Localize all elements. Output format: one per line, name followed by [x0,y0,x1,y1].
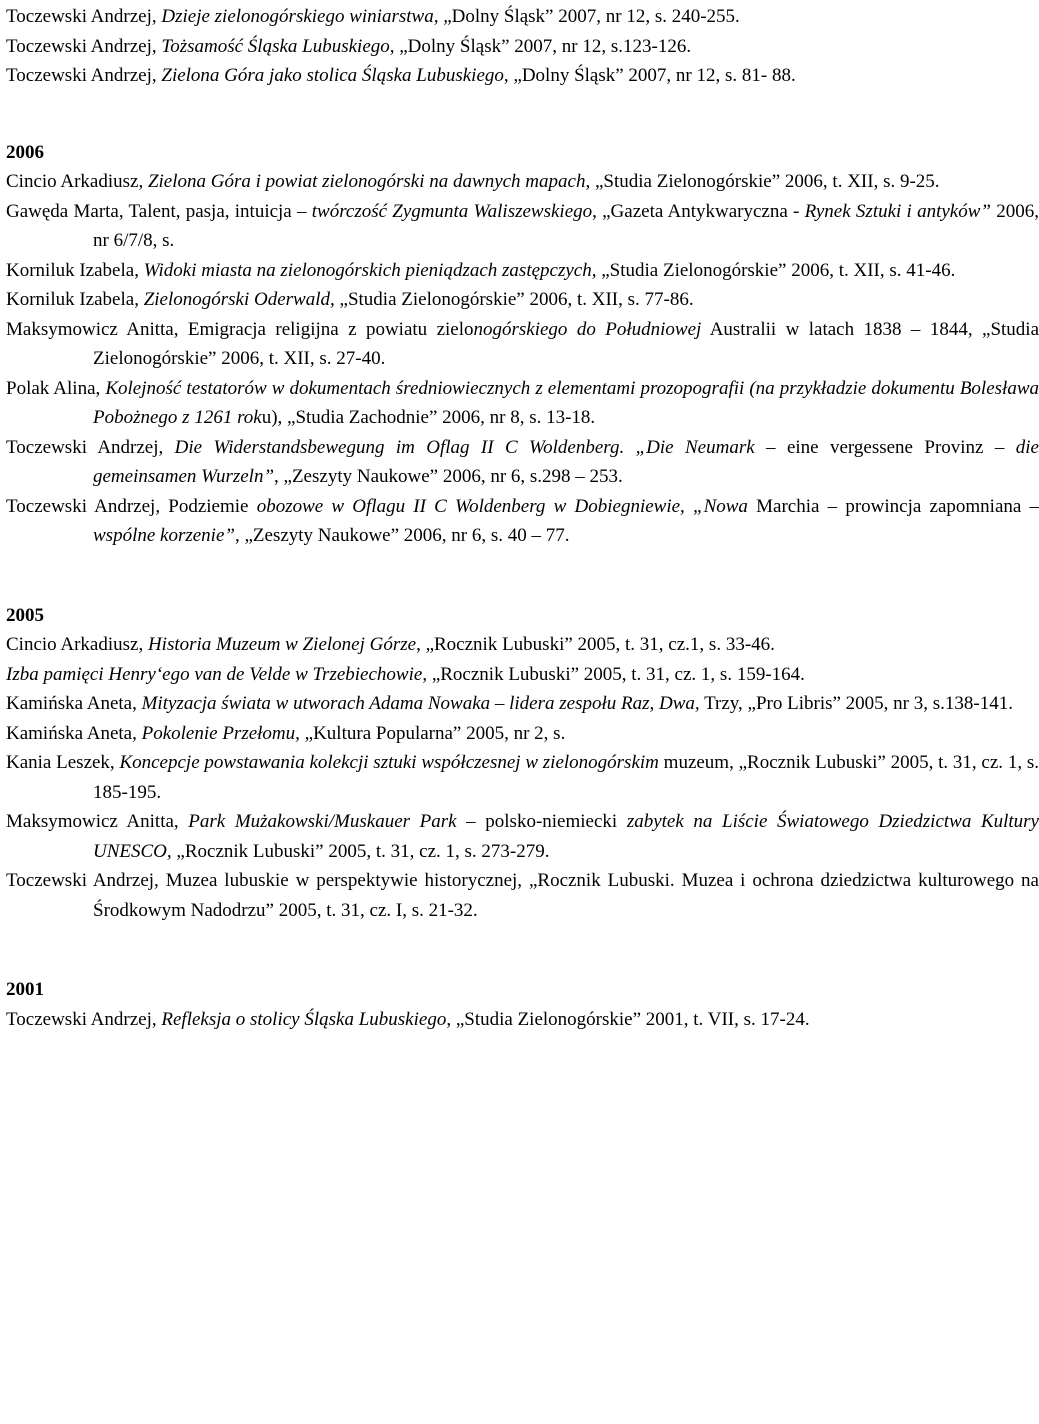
entry-title-italic: zabytek na Liście Światowego Dziedzictwa Kultury UNESCO, [93,811,1039,862]
entry-title-italic: die gemeinsamen Wurzeln” [93,436,1039,487]
entry-title-italic: Pokolenie Przełomu, [141,722,300,744]
entry-text: , „Rocznik Lubuski” 2005, t. 31, cz. 1, s. 159-164. [422,663,805,685]
entry-text: Korniluk Izabela, [6,289,144,310]
entry-title-italic: Rynek Sztuki i antyków” [804,200,991,222]
entry-text: , „Dolny Śląsk” 2007, nr 12, s. 240-255. [433,6,740,27]
entry-text: Kania Leszek, [6,752,120,773]
entry-text: Polak Alina, [6,377,106,399]
entry-text: , „Rocznik Lubuski” 2005, t. 31, cz.1, s. 33-46. [416,634,775,655]
entry-text: , „Studia Zielonogórskie” 2001, t. VII, s. 17-24. [446,1008,810,1030]
entry-text: Toczewski Andrzej, [6,436,175,458]
bibliography-entry [6,748,1039,807]
entry-text: Toczewski Andrzej, [6,1008,162,1030]
entry-text: „Studia Zielonogórskie” 2006, t. XII, s. 77-86. [334,289,694,310]
entry-title-italic: Zielona Góra i powiat zielonogórski na dawnych mapach, [147,171,591,192]
entry-text: Kamińska Aneta, [6,693,142,714]
entry-text: Trzy, „Pro Libris” 2005, nr 3, s.138-141. [699,693,1013,714]
entry-text: polsko-niemiecki [475,811,627,832]
bibliography-entry [6,1005,1039,1035]
entry-text: Toczewski Andrzej, [6,65,162,86]
entry-text: 2006, nr 6/7/8, s. [93,200,1039,251]
entry-text: , „Zeszyty Naukowe” 2006, nr 6, s. 40 – 77. [234,525,570,546]
entry-text: Maksymowicz Anitta, Emigracja religijna z powiatu zielo [6,318,474,340]
bibliography-entry [6,256,1039,286]
entry-text: „Kultura Popularna” 2005, nr 2, s. [299,722,566,744]
entry-text: Toczewski Andrzej, [6,6,162,27]
entry-title-italic: wspólne korzenie” [93,525,235,546]
entry-text: Toczewski Andrzej, Muzea lubuskie w perspektywie historycznej, „Rocznik Lubuski. Muzea i ochrona dziedzictwa kulturowego na Środkowym Nadodrzu” 2005, t. 31, cz. I, s. 21-32. [6,870,1039,921]
bibliography-entry [6,433,1039,492]
entry-text: Cincio Arkadiusz, [6,171,148,192]
entry-text: Toczewski Andrzej, Podziemie [6,495,257,517]
bibliography-entry [6,167,1039,197]
entry-text: Kamińska Aneta, [6,722,142,744]
entry-text: „Rocznik Lubuski” 2005, t. 31, cz. 1, s. 273-279. [171,840,550,862]
year-heading-2006: 2006 [6,141,44,163]
entry-text: Maksymowicz Anitta, [6,811,189,832]
bibliography-entry [6,807,1039,866]
entry-text: Australii w latach 1838 – 1844, „Studia Zielonogórskie” 2006, t. XII, s. 27-40. [93,318,1039,369]
entry-title-italic: Historia Muzeum w Zielonej Górze [147,634,417,655]
entry-text: Marchia – prowincja zapomniana – [747,495,1039,517]
entry-title-italic: Refleksja o stolicy Śląska Lubuskiego [161,1008,447,1030]
bibliography-entry [6,630,1039,660]
entry-text: „Studia Zielonogórskie” 2006, t. XII, s. 9-25. [590,171,940,192]
bibliography-entry [6,689,1039,719]
entry-title-italic: twórczość Zygmunta Waliszewskiego [311,200,593,222]
entry-title-italic: Koncepcje powstawania kolekcji sztuki współczesnej w zielonogórskim [119,752,659,773]
entry-title-italic: Tożsamość Śląska Lubuskiego [161,35,390,57]
entry-text: u), „Studia Zachodnie” 2006, nr 8, s. 13-18. [261,407,596,428]
entry-text: Cincio Arkadiusz, [6,634,148,655]
bibliography-entry [6,285,1039,315]
year-heading-2005: 2005 [6,604,44,626]
entry-text: „Studia Zielonogórskie” 2006, t. XII, s. 41-46. [596,259,956,281]
entry-text: eine vergessene Provinz – [775,436,1016,458]
bibliography-entry [6,32,1039,62]
entry-text: muzeum, „Rocznik Lubuski” 2005, t. 31, cz. 1, s. 185-195. [93,752,1039,803]
bibliography-entry [6,2,1039,32]
bibliography-entry [6,374,1039,433]
bibliography-entry [6,197,1039,256]
entry-title-italic: Zielonogórski Oderwald, [143,289,335,310]
entry-title-italic: Zielona Góra jako stolica Śląska Lubuskiego [161,65,504,86]
entry-title-italic: Izba pamięci Henry‘ego van de Velde w Trzebiechowie [6,663,423,685]
entry-text: , „Dolny Śląsk” 2007, nr 12, s. 81- 88. [503,65,796,86]
entry-title-italic: obozowe w Oflagu II C Woldenberg w Dobiegniewie, „Nowa [256,495,748,517]
entry-text: , „Gazeta Antykwaryczna - [592,200,805,222]
bibliography-entry [6,866,1039,925]
entry-title-italic: Park Mużakowski/Muskauer Park – [188,811,476,832]
bibliography-entry [6,492,1039,551]
entry-text: Toczewski Andrzej, [6,35,162,57]
entry-title-italic: nogórskiego do Południowej [473,318,702,340]
entry-title-italic: Dzieje zielonogórskiego winiarstwa [161,6,434,27]
entry-text: , „Zeszyty Naukowe” 2006, nr 6, s.298 – 253. [274,466,623,487]
entry-title-italic: Mityzacja świata w utworach Adama Nowaka – lidera zespołu Raz, Dwa, [141,693,700,714]
bibliography-entry [6,61,1039,91]
entry-text: , „Dolny Śląsk” 2007, nr 12, s.123-126. [389,35,692,57]
bibliography-entry [6,315,1039,374]
entry-title-italic: Kolejność testatorów w dokumentach średniowiecznych z elementami prozopografii (na przykładzie dokumentu Bolesława Pobożnego z 1261 rok [93,377,1039,428]
bibliography-entry [6,719,1039,749]
bibliography-entry [6,660,1039,690]
entry-text: Korniluk Izabela, [6,259,144,281]
entry-title-italic: Die Widerstandsbewegung im Oflag II C Woldenberg. „Die Neumark – [174,436,776,458]
year-heading-2001: 2001 [6,979,44,1000]
entry-text: Gawęda Marta, Talent, pasja, intuicja – [6,200,312,222]
entry-title-italic: Widoki miasta na zielonogórskich pieniądzach zastępczych, [143,259,597,281]
